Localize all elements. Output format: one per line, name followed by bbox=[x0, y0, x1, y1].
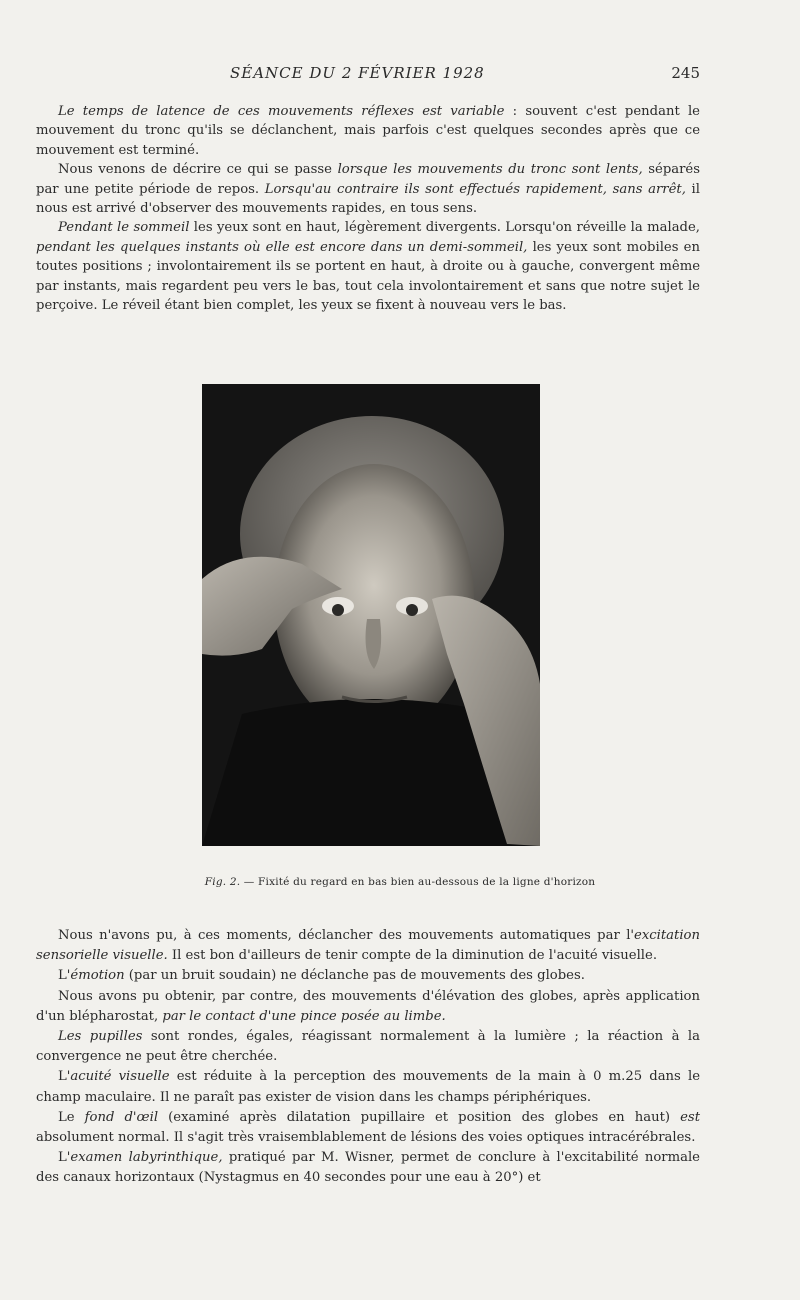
italic-text: examen labyrinthique, bbox=[70, 1150, 223, 1166]
text-run: les yeux sont en haut, légèrement divergents. Lorsqu'on réveille la malade, bbox=[189, 220, 700, 236]
italic-text: excitation sensorielle visuelle. bbox=[36, 928, 700, 964]
running-head bbox=[40, 64, 700, 86]
italic-text: Le temps de latence de ces mouvements réflexes est variable bbox=[58, 104, 505, 119]
body-text-top bbox=[36, 102, 700, 315]
figure-caption bbox=[0, 876, 800, 888]
text-run: les yeux sont mobiles en toutes positions ; involontairement ils se portent en haut, à droite ou à gauche, convergent même par instants, mais regardent peu vers le bas, tout cela involontairement et sans que notre sujet le perçoive. Le réveil étant bien complet, les yeux se fixent à nouveau vers le bas. bbox=[36, 239, 700, 314]
paragraph bbox=[36, 1027, 700, 1067]
text-run: L' bbox=[58, 968, 71, 984]
italic-text: lorsque les mouvements du tronc sont lents, bbox=[337, 162, 643, 178]
italic-text: Les pupilles bbox=[58, 1029, 143, 1045]
paragraph bbox=[36, 218, 700, 315]
text-run: Le bbox=[58, 1109, 85, 1125]
figure-photo bbox=[202, 384, 540, 846]
paragraph bbox=[36, 102, 700, 160]
text-run: L' bbox=[58, 1069, 71, 1085]
text-run: (examiné après dilatation pupillaire et position des globes en haut) bbox=[158, 1109, 681, 1125]
italic-text: Lorsqu'au contraire ils sont effectués rapidement, sans arrêt, bbox=[264, 181, 686, 197]
paragraph bbox=[36, 1108, 700, 1148]
paragraph bbox=[36, 966, 700, 986]
text-run: absolument normal. Il s'agit très vraisemblablement de lésions des voies optiques intracérébrales. bbox=[36, 1130, 696, 1146]
paragraph bbox=[36, 1067, 700, 1107]
italic-text: émotion bbox=[70, 968, 125, 984]
text-run: Il est bon d'ailleurs de tenir compte de la diminution de l'acuité visuelle. bbox=[167, 948, 658, 964]
italic-text: pendant les quelques instants où elle est encore dans un demi-sommeil, bbox=[36, 239, 528, 255]
body-text-bottom bbox=[36, 926, 700, 1189]
italic-text: est bbox=[680, 1109, 700, 1125]
paragraph bbox=[36, 926, 700, 966]
text-run: pratiqué par M. Wisner, permet de conclure à l'excitabilité normale des canaux horizontaux (Nystagmus en 40 secondes pour une eau à 20°) et bbox=[36, 1150, 700, 1186]
italic-text: par le contact d'une pince posée au limbe. bbox=[162, 1008, 446, 1024]
text-run: sont rondes, égales, réagissant normalement à la lumière ; la réaction à la convergence ne peut être cherchée. bbox=[36, 1029, 700, 1065]
running-title: SÉANCE DU 2 FÉVRIER 1928 bbox=[230, 64, 485, 82]
page-number: 245 bbox=[671, 64, 700, 82]
text-run: Nous n'avons pu, à ces moments, déclancher des mouvements automatiques par l' bbox=[58, 928, 635, 943]
paragraph bbox=[36, 987, 700, 1027]
paragraph bbox=[36, 160, 700, 218]
text-run: L' bbox=[58, 1150, 71, 1166]
italic-text: acuité visuelle bbox=[70, 1069, 170, 1085]
figure-separator: — bbox=[240, 876, 259, 888]
figure-label: Fig. 2. bbox=[204, 876, 241, 888]
text-run: Nous venons de décrire ce qui se passe bbox=[58, 162, 338, 178]
text-run: est réduite à la perception des mouvements de la main à 0 m.25 dans le champ maculaire. Il ne paraît pas exister de vision dans les champs périphériques. bbox=[36, 1069, 700, 1105]
text-run: Nous avons pu obtenir, par contre, des mouvements d'élévation des globes, après application d'un blépharostat, bbox=[36, 988, 700, 1024]
text-run: il nous est arrivé d'observer des mouvements rapides, en tous sens. bbox=[36, 181, 700, 217]
italic-text: Pendant le sommeil bbox=[58, 220, 190, 236]
figure-caption-text: Fixité du regard en bas bien au-dessous de la ligne d'horizon bbox=[258, 876, 596, 888]
text-run: : souvent c'est pendant le mouvement du tronc qu'ils se déclanchent, mais parfois c'est quelques secondes après que ce mouvement est terminé. bbox=[36, 104, 700, 158]
text-run: séparés par une petite période de repos. bbox=[36, 162, 700, 197]
paragraph bbox=[36, 1148, 700, 1188]
text-run: (par un bruit soudain) ne déclanche pas de mouvements des globes. bbox=[124, 968, 585, 984]
italic-text: fond d'œil bbox=[84, 1109, 159, 1125]
